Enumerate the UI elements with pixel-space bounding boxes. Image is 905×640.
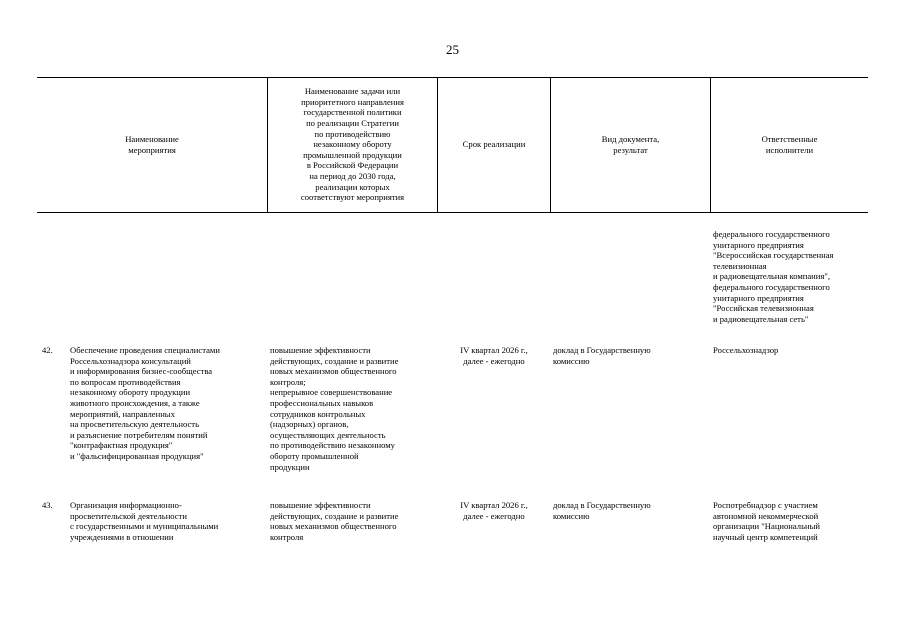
row-document: доклад в Государственную комиссию bbox=[553, 500, 651, 521]
header-executors: Ответственные исполнители bbox=[761, 133, 818, 155]
row-number: 42. bbox=[42, 345, 53, 355]
row-term: IV квартал 2026 г., далее - ежегодно bbox=[460, 500, 528, 521]
header-term: Срок реализации bbox=[462, 139, 526, 150]
header-task: Наименование задачи или приоритетного направления государственной политики по реализации Стратегии по противодействию незаконному обороту промышленной продукции в Российской Федерации на период до 2030 года, реализации которых соответствуют мероприятия bbox=[300, 86, 405, 203]
page-number: 25 bbox=[446, 42, 459, 57]
row-task: повышение эффективности действующих, создание и развитие новых механизмов общественного контроля bbox=[270, 500, 399, 542]
header-bottom-rule bbox=[37, 212, 868, 213]
header-document: Вид документа, результат bbox=[601, 133, 660, 155]
row-measure: Обеспечение проведения специалистами Россельхознадзора консультаций и информирования бизнес-сообщества по вопросам противодействия незаконному обороту продукции животного происхождения, а также мероприятий, направленных на просветительскую деятельность и разъяснение потребителям понятий "контрафактная продукция" и "фальсифицированная продукция" bbox=[70, 345, 220, 461]
row-executors: Роспотребнадзор с участием автономной некоммерческой организации "Национальный научный центр компетенций bbox=[713, 500, 820, 542]
row-executors: Россельхознадзор bbox=[713, 345, 779, 355]
row-task: повышение эффективности действующих, создание и развитие новых механизмов общественного контроля; непрерывное совершенствование профессиональных навыков сотрудников контрольных (надзорных) органов, осуществляющих деятельность по противодействию незаконному обороту промышленной продукции bbox=[270, 345, 399, 472]
header-measure: Наименование мероприятия bbox=[125, 133, 179, 155]
row-document: доклад в Государственную комиссию bbox=[553, 345, 651, 366]
row-term: IV квартал 2026 г., далее - ежегодно bbox=[460, 345, 528, 366]
row-measure: Организация информационно- просветительской деятельности с государственными и муниципальными учреждениями в отношении bbox=[70, 500, 219, 542]
continuation-executors: федерального государственного унитарного предприятия "Всероссийская государственная телевизионная и радиовещательная компания", федерального государственного унитарного предприятия "Российская телевизионная и радиовещательная сеть" bbox=[713, 229, 834, 324]
row-number: 43. bbox=[42, 500, 53, 510]
